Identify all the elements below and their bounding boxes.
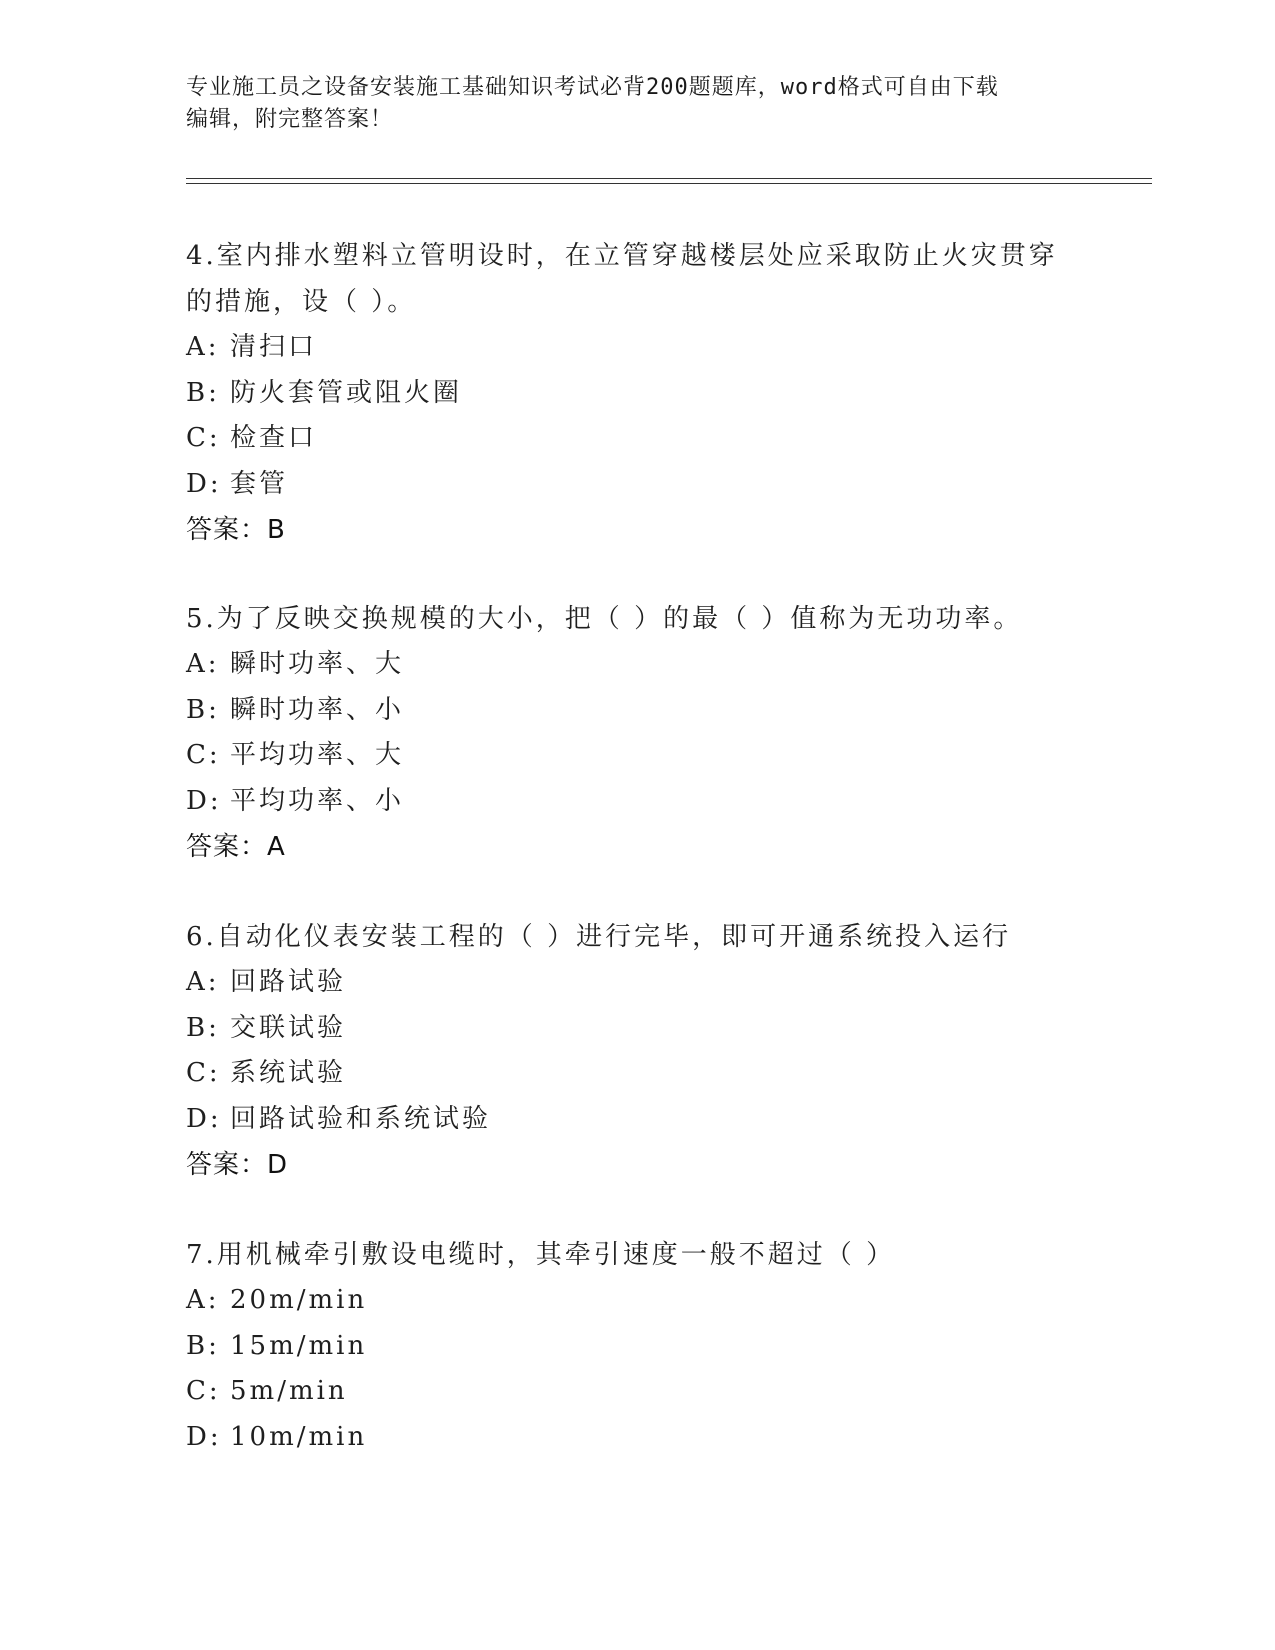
option-text: 20m/min — [230, 1285, 368, 1315]
option-d — [186, 462, 1086, 508]
option-letter: B: — [186, 1012, 220, 1043]
option-text: 回路试验 — [230, 967, 347, 997]
answer-label: 答案：A — [186, 832, 286, 862]
header-divider-bottom — [186, 183, 1152, 184]
option-letter: C: — [186, 423, 221, 453]
header-divider-top — [186, 178, 1152, 179]
option-c — [186, 416, 1086, 462]
question-stem: 4.室内排水塑料立管明设时，在立管穿越楼层处应采取防止火灾贯穿 — [186, 241, 1058, 271]
question-5 — [186, 596, 1086, 870]
option-a — [186, 642, 1086, 688]
option-text: 10m/min — [230, 1421, 368, 1452]
option-letter: C: — [186, 1376, 221, 1406]
option-d — [186, 1097, 1086, 1143]
option-text: 回路试验和系统试验 — [230, 1103, 492, 1134]
question-4 — [186, 233, 1086, 553]
option-letter: D: — [186, 1103, 222, 1134]
question-stem: 6.自动化仪表安装工程的（ ）进行完毕，即可开通系统投入运行 — [186, 922, 1012, 952]
question-stem: 5.为了反映交换规模的大小，把（ ）的最（ ）值称为无功功率。 — [186, 604, 1023, 634]
option-c — [186, 1369, 1086, 1415]
option-text: 15m/min — [230, 1330, 368, 1361]
document-header — [186, 72, 1066, 136]
option-d — [186, 779, 1086, 825]
option-text: 平均功率、大 — [230, 740, 405, 770]
option-letter: B: — [186, 1330, 220, 1361]
option-letter: B: — [186, 377, 220, 408]
answer-label: 答案：B — [186, 515, 286, 545]
option-text: 套管 — [230, 468, 289, 499]
header-line-1: 专业施工员之设备安装施工基础知识考试必背200题题库，word格式可自由下载 — [186, 75, 999, 100]
option-b — [186, 1006, 1086, 1052]
option-letter: A: — [186, 1285, 220, 1315]
option-b — [186, 1324, 1086, 1370]
answer-label: 答案：D — [186, 1150, 289, 1180]
option-letter: D: — [186, 1421, 222, 1452]
option-c — [186, 1051, 1086, 1097]
question-6 — [186, 914, 1086, 1188]
option-letter: A: — [186, 649, 220, 679]
option-letter: D: — [186, 468, 222, 499]
question-7 — [186, 1232, 1086, 1460]
option-letter: D: — [186, 785, 222, 816]
option-a — [186, 325, 1086, 371]
option-letter: B: — [186, 694, 220, 725]
option-d — [186, 1415, 1086, 1461]
option-letter: C: — [186, 740, 221, 770]
option-text: 清扫口 — [230, 332, 318, 362]
option-letter: C: — [186, 1058, 221, 1088]
option-a — [186, 960, 1086, 1006]
question-stem-continued: 的措施，设（ ）。 — [186, 287, 417, 317]
option-a — [186, 1278, 1086, 1324]
option-text: 检查口 — [230, 423, 318, 453]
option-b — [186, 371, 1086, 417]
option-text: 5m/min — [230, 1376, 348, 1406]
option-text: 系统试验 — [230, 1058, 347, 1088]
option-b — [186, 688, 1086, 734]
question-stem: 7.用机械牵引敷设电缆时，其牵引速度一般不超过（ ） — [186, 1240, 896, 1270]
option-letter: A: — [186, 967, 220, 997]
option-letter: A: — [186, 332, 220, 362]
option-c — [186, 733, 1086, 779]
option-text: 瞬时功率、大 — [230, 649, 405, 679]
option-text: 瞬时功率、小 — [230, 694, 405, 725]
option-text: 平均功率、小 — [230, 785, 405, 816]
option-text: 防火套管或阻火圈 — [230, 377, 463, 408]
option-text: 交联试验 — [230, 1012, 347, 1043]
header-line-2: 编辑，附完整答案！ — [186, 107, 394, 132]
